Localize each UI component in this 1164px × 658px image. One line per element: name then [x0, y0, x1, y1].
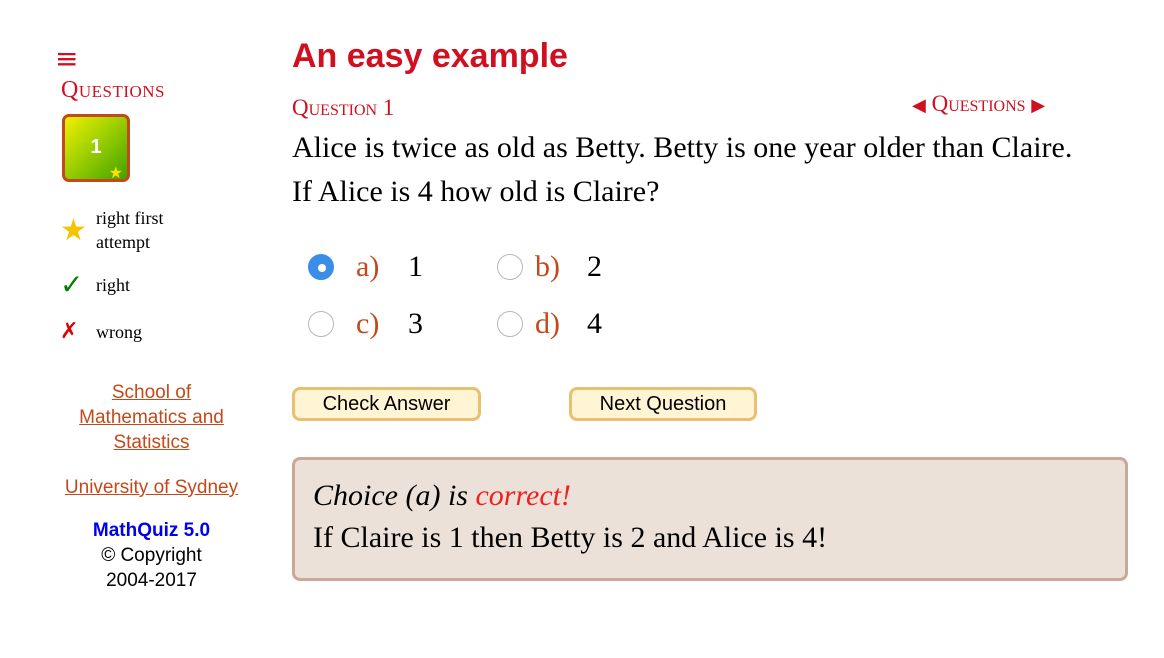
- copyright-years: 2004-2017: [106, 570, 197, 591]
- legend-label: wrong: [96, 321, 142, 342]
- question-tile-1[interactable]: [62, 114, 130, 182]
- school-link[interactable]: School of Mathematics and Statistics: [79, 382, 224, 453]
- choice-value: 2: [587, 250, 602, 283]
- feedback-panel: [292, 457, 1128, 581]
- page-title: An easy example: [292, 37, 568, 75]
- questions-heading: Questions: [61, 77, 166, 103]
- mathquiz-version: MathQuiz 5.0: [92, 520, 211, 541]
- check-icon: ✓: [60, 268, 84, 301]
- feedback-heading: [313, 476, 1107, 516]
- main-content: [292, 0, 1142, 658]
- question-text-line: If Alice is 4 how old is Claire?: [292, 175, 660, 208]
- star-icon: ★: [60, 212, 87, 248]
- choice-d[interactable]: [497, 306, 602, 342]
- feedback-result: correct!: [475, 479, 571, 512]
- prev-question-icon[interactable]: ◀: [912, 95, 926, 116]
- question-tile-number: 1: [90, 136, 102, 158]
- legend-label: right: [96, 274, 130, 295]
- choice-letter: a): [356, 250, 380, 283]
- question-text: [292, 126, 1142, 214]
- question-nav-label[interactable]: Questions: [931, 91, 1026, 116]
- check-answer-button[interactable]: Check Answer: [292, 387, 481, 421]
- copyright-line: © Copyright: [101, 545, 202, 566]
- question-text-line: Alice is twice as old as Betty. Betty is one year older than Claire.: [292, 131, 1073, 164]
- choice-value: 4: [587, 307, 602, 340]
- university-link[interactable]: University of Sydney: [64, 477, 239, 498]
- menu-icon[interactable]: ≡: [55, 42, 79, 75]
- choice-value: 3: [408, 307, 423, 340]
- feedback-explanation: If Claire is 1 then Betty is 2 and Alice is 4!: [313, 521, 828, 554]
- feedback-prefix: Choice (a) is: [313, 479, 476, 512]
- next-question-button[interactable]: Next Question: [569, 387, 757, 421]
- choice-c[interactable]: [308, 306, 423, 342]
- choice-letter: d): [535, 307, 560, 340]
- cross-icon: ✗: [60, 319, 79, 344]
- copyright: [60, 543, 243, 593]
- radio-b[interactable]: [497, 254, 523, 280]
- question-label: Question 1: [292, 95, 395, 120]
- sidebar: [0, 0, 290, 658]
- choice-letter: b): [535, 250, 560, 283]
- choice-letter: c): [356, 307, 380, 340]
- radio-c[interactable]: [308, 311, 334, 337]
- legend-label: right first attempt: [96, 208, 164, 252]
- choice-b[interactable]: [497, 249, 602, 285]
- radio-d[interactable]: [497, 311, 523, 337]
- legend-right-first-attempt: [60, 206, 186, 254]
- legend-wrong: [60, 319, 186, 344]
- choice-a[interactable]: [308, 249, 423, 285]
- choice-value: 1: [408, 250, 423, 283]
- next-question-icon[interactable]: ▶: [1031, 95, 1046, 116]
- radio-a[interactable]: [308, 254, 334, 280]
- star-icon: ★: [108, 163, 123, 182]
- legend-right: [60, 268, 186, 301]
- question-nav: [912, 90, 1045, 120]
